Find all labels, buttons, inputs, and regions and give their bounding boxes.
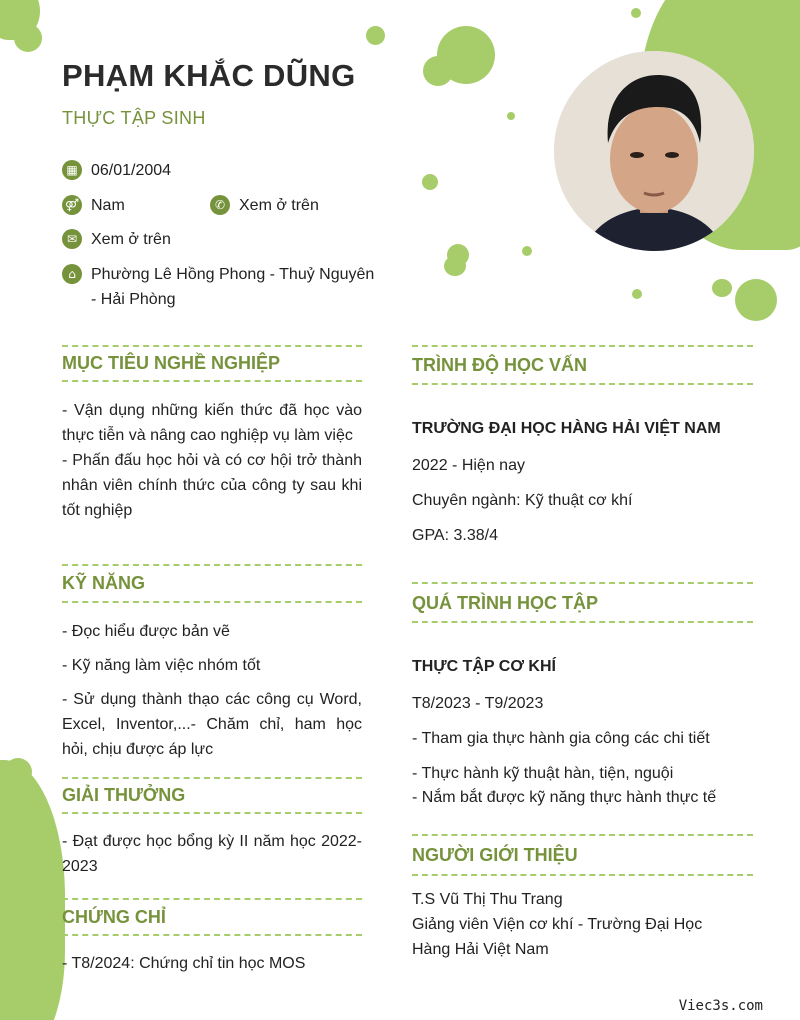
candidate-role: THỰC TẬP SINH (62, 108, 206, 128)
address-row (62, 262, 401, 312)
address-value (91, 262, 401, 312)
experience-item: - Tham gia thực hành gia công các chi tiết (412, 730, 710, 747)
divider (62, 934, 362, 936)
candidate-name: PHẠM KHẮC DŨNG (62, 58, 356, 93)
decor-dot (422, 174, 438, 190)
decor-dot (632, 289, 642, 299)
person-portrait-icon (554, 51, 754, 251)
address-line-1: Phường Lê Hồng Phong - Thuỷ Nguyên (91, 266, 375, 283)
skills-title: KỸ NĂNG (62, 573, 146, 593)
experience-item: - Thực hành kỹ thuật hàn, tiện, nguội (412, 765, 674, 782)
birthday-row (62, 158, 171, 183)
decor-dot (507, 112, 515, 120)
divider (412, 621, 753, 623)
gender-row (62, 193, 125, 218)
divider (62, 898, 362, 900)
education-period: 2022 - Hiện nay (412, 457, 525, 474)
experience-title: QUÁ TRÌNH HỌC TẬP (412, 593, 598, 613)
phone-value: Xem ở trên (239, 197, 319, 214)
divider (62, 777, 362, 779)
divider (62, 812, 362, 814)
divider (412, 582, 753, 584)
divider (412, 345, 753, 347)
divider (412, 874, 753, 876)
skill-item: - Sử dụng thành thạo các công cụ Word, Excel, Inventor,...- Chăm chỉ, ham học hỏi, chịu được áp lực (62, 691, 362, 758)
awards-text: - Đạt được học bổng kỳ II năm học 2022-2023 (62, 833, 362, 875)
divider (62, 564, 362, 566)
experience-item: - Nắm bắt được kỹ năng thực hành thực tế (412, 789, 717, 806)
skill-item: - Đọc hiểu được bản vẽ (62, 623, 230, 640)
decor-dot (423, 56, 453, 86)
skill-item: - Kỹ năng làm việc nhóm tốt (62, 657, 261, 674)
decor-dot (14, 24, 42, 52)
birthday-value: 06/01/2004 (91, 162, 172, 179)
objective-title: MỤC TIÊU NGHỀ NGHIỆP (62, 353, 281, 373)
decor-dot (366, 26, 385, 45)
home-icon: ⌂ (62, 264, 82, 284)
certificates-text: - T8/2024: Chứng chỉ tin học MOS (62, 955, 306, 972)
decor-dot (735, 279, 777, 321)
email-row (62, 227, 171, 252)
gender-icon: ⚤ (62, 195, 82, 215)
divider (412, 834, 753, 836)
education-major: Chuyên ngành: Kỹ thuật cơ khí (412, 492, 633, 509)
decor-dot (631, 8, 641, 18)
gender-value: Nam (91, 197, 125, 214)
phone-icon: ✆ (210, 195, 230, 215)
divider (412, 383, 753, 385)
decor-dot (4, 758, 32, 786)
mail-icon: ✉ (62, 229, 82, 249)
certificates-title: CHỨNG CHỈ (62, 907, 166, 927)
phone-row (210, 193, 319, 218)
profile-photo (554, 51, 754, 251)
objective-text: - Vận dụng những kiến thức đã học vào thực tiễn và nâng cao nghiệp vụ làm việc - Phấn đấu học hỏi và có cơ hội trở thành nhân viên chính thức của công ty sau khi tốt nghiệp (62, 402, 362, 519)
reference-text: T.S Vũ Thị Thu Trang Giảng viên Viện cơ khí - Trường Đại Học Hàng Hải Việt Nam (412, 891, 703, 958)
calendar-icon: ▦ (62, 160, 82, 180)
divider (62, 601, 362, 603)
decor-blob-bottom-left (0, 760, 65, 1020)
divider (62, 345, 362, 347)
education-title: TRÌNH ĐỘ HỌC VẤN (412, 355, 587, 375)
awards-title: GIẢI THƯỞNG (62, 785, 186, 805)
decor-dot (444, 256, 466, 276)
decor-dot (522, 246, 532, 256)
divider (62, 380, 362, 382)
reference-title: NGƯỜI GIỚI THIỆU (412, 845, 578, 865)
address-line-2: - Hải Phòng (91, 291, 176, 308)
experience-period: T8/2023 - T9/2023 (412, 695, 544, 712)
education-gpa: GPA: 3.38/4 (412, 527, 498, 544)
school-name: TRƯỜNG ĐẠI HỌC HÀNG HẢI VIỆT NAM (412, 420, 721, 437)
decor-dot (712, 279, 732, 297)
footer-brand: Viec3s.com (678, 998, 763, 1014)
experience-position: THỰC TẬP CƠ KHÍ (412, 658, 556, 675)
email-value: Xem ở trên (91, 231, 171, 248)
